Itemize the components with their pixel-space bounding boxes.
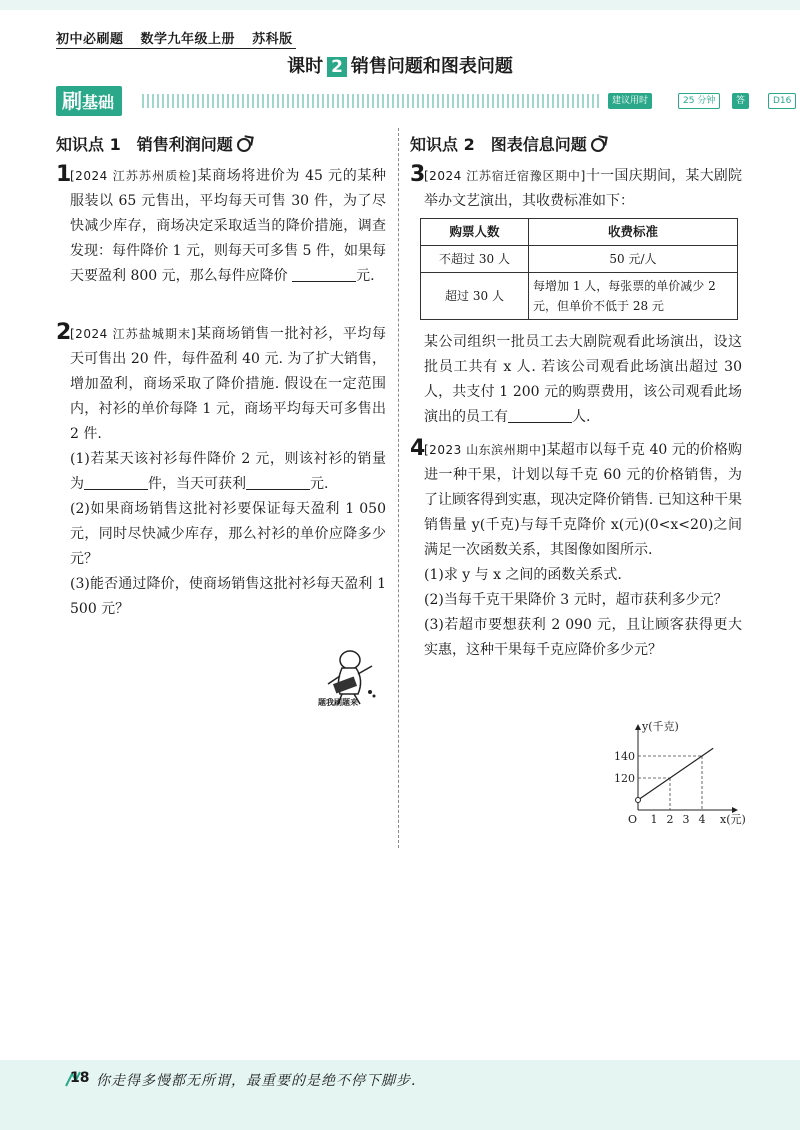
x-axis-label: x(元) — [720, 813, 746, 826]
lesson-title — [0, 52, 800, 78]
answer-label: 答案 — [732, 93, 749, 109]
function-graph — [600, 718, 750, 828]
problem-3-source: [2024 江苏宿迁宿豫区期中] — [424, 169, 586, 183]
problem-4-q1: (1)求 y 与 x 之间的函数关系式. — [424, 567, 622, 583]
table-header-row — [421, 219, 738, 246]
x-tick-label: 3 — [682, 813, 690, 826]
lesson-number: 2 — [327, 57, 347, 77]
table-cell: 50 元/人 — [529, 246, 738, 273]
problem-1-tail: 元. — [356, 268, 375, 284]
y-tick-label: 140 — [614, 750, 635, 763]
answer-blank[interactable] — [246, 476, 310, 490]
table-cell: 不超过 30 人 — [421, 246, 529, 273]
target-icon — [237, 138, 251, 152]
title-rule — [56, 48, 296, 49]
answer-blank[interactable] — [508, 409, 572, 423]
problem-4-text: 某超市以每千克 40 元的价格购进一种干果，计划以每千克 60 元的价格销售，为了让顾客得到实惠，现决定降价销售. 已知这种干果销售量 y(千克)与每千克降价 x(元)(0<x<20)之间满足一次函数关系，其图像如图所示. — [424, 442, 743, 558]
problem-1-source: [2024 江苏苏州质检] — [70, 169, 197, 183]
problem-4-number: 4 — [410, 436, 426, 461]
time-label: 建议用时 — [608, 93, 652, 109]
open-circle-point — [636, 798, 641, 803]
origin-label: O — [628, 813, 638, 826]
lesson-prefix: 课时 — [287, 56, 324, 77]
book-title — [56, 28, 305, 47]
y-axis-arrow — [635, 724, 641, 730]
section-bar — [56, 86, 792, 122]
kp1-heading — [56, 132, 251, 155]
problem-4-q2: (2)当每千克干果降价 3 元时，超市获利多少元？ — [424, 592, 728, 608]
table-cell: 超过 30 人 — [421, 273, 529, 320]
y-tick-label: 120 — [614, 772, 635, 785]
problem-3 — [410, 164, 742, 214]
problem-4-q3: (3)若超市要想获利 2 090 元，且让顾客获得更大实惠，这种干果每千克应降价多少元？ — [424, 617, 742, 658]
problem-1-number: 1 — [56, 162, 72, 187]
book-series: 初中必刷题 — [56, 32, 124, 47]
x-tick-label: 2 — [666, 813, 674, 826]
table-row — [421, 273, 738, 320]
page-number: 18 — [70, 1070, 90, 1086]
y-axis-label: y(千克) — [642, 720, 679, 733]
table-header: 购票人数 — [421, 219, 529, 246]
book-subject: 数学九年级上册 — [140, 32, 236, 47]
problem-3-after-tail: 人. — [572, 409, 591, 425]
problem-4 — [410, 438, 742, 663]
problem-2-q3: (3)能否通过降价，使商场销售这批衬衫每天盈利 1 500 元？ — [70, 576, 386, 617]
section-logo — [56, 86, 122, 116]
lesson-name: 销售问题和图表问题 — [350, 56, 513, 77]
answer-blank[interactable] — [292, 268, 356, 282]
table-header: 收费标准 — [529, 219, 738, 246]
x-tick-label: 4 — [698, 813, 706, 826]
problem-1 — [56, 164, 386, 289]
answer-blank[interactable] — [84, 476, 148, 490]
hatch-decoration — [142, 94, 602, 108]
answer-page: D16 — [768, 93, 796, 109]
time-value: 25 分钟 — [678, 93, 720, 109]
column-divider — [398, 128, 399, 848]
problem-2-q1: (1)若某天该衬衫每件降价 2 元，则该衬衫的销量为 件，当天可获利 元. — [70, 451, 386, 492]
book-edition: 苏科版 — [252, 32, 293, 47]
top-band — [0, 0, 800, 10]
footer-motto: 你走得多慢都无所谓，最重要的是绝不停下脚步. — [96, 1073, 417, 1089]
problem-1-text: 某商场将进价为 45 元的某种服装以 65 元售出，平均每天可售 30 件，为了尽快减少库存，商场决定采取适当的降价措施，调查发现：每件降价 1 元，则每天可多售 5 件，如果每天要盈利 800 元，那么每件应降价 — [70, 168, 387, 284]
problem-3-number: 3 — [410, 162, 426, 187]
target-icon — [591, 138, 605, 152]
section-logo-main: 刷 — [62, 89, 82, 113]
problem-2-text: 某商场销售一批衬衫，平均每天可售出 20 件，每件盈利 40 元. 为了扩大销售，增加盈利，商场采取了降价措施. 假设在一定范围内，衬衫的单价每降 1 元，商场平均每天可多售出 2 件. — [70, 326, 387, 442]
table-row — [421, 246, 738, 273]
fee-table — [420, 218, 738, 320]
problem-4-source: [2023 山东滨州期中] — [424, 443, 547, 457]
mascot-caption: 题我刷题来 — [318, 698, 358, 707]
kp1-title: 知识点 1 销售利润问题 — [56, 135, 233, 154]
problem-2-source: [2024 江苏盐城期末] — [70, 327, 197, 341]
x-tick-label: 1 — [650, 813, 658, 826]
problem-3-after-text: 某公司组织一批员工去大剧院观看此场演出，设这批员工共有 x 人. 若该公司观看此场演出超过 30 人，共支付 1 200 元的购票费用，该公司观看此场演出的员工有 — [424, 334, 742, 425]
kp2-heading — [410, 132, 605, 155]
section-logo-sub: 基础 — [82, 93, 115, 112]
problem-2-number: 2 — [56, 320, 72, 345]
table-cell: 每增加 1 人，每张票的单价减少 2 元，但单价不低于 28 元 — [529, 273, 738, 320]
kp2-title: 知识点 2 图表信息问题 — [410, 135, 587, 154]
problem-2-q2: (2)如果商场销售这批衬衫要保证每天盈利 1 050 元，同时尽快减少库存，那么衬衫的单价应降多少元？ — [70, 501, 386, 567]
problem-2 — [56, 322, 386, 622]
problem-3-text: 十一国庆期间，某大剧院举办文艺演出，其收费标准如下： — [424, 168, 743, 209]
problem-3-continued — [410, 330, 742, 430]
